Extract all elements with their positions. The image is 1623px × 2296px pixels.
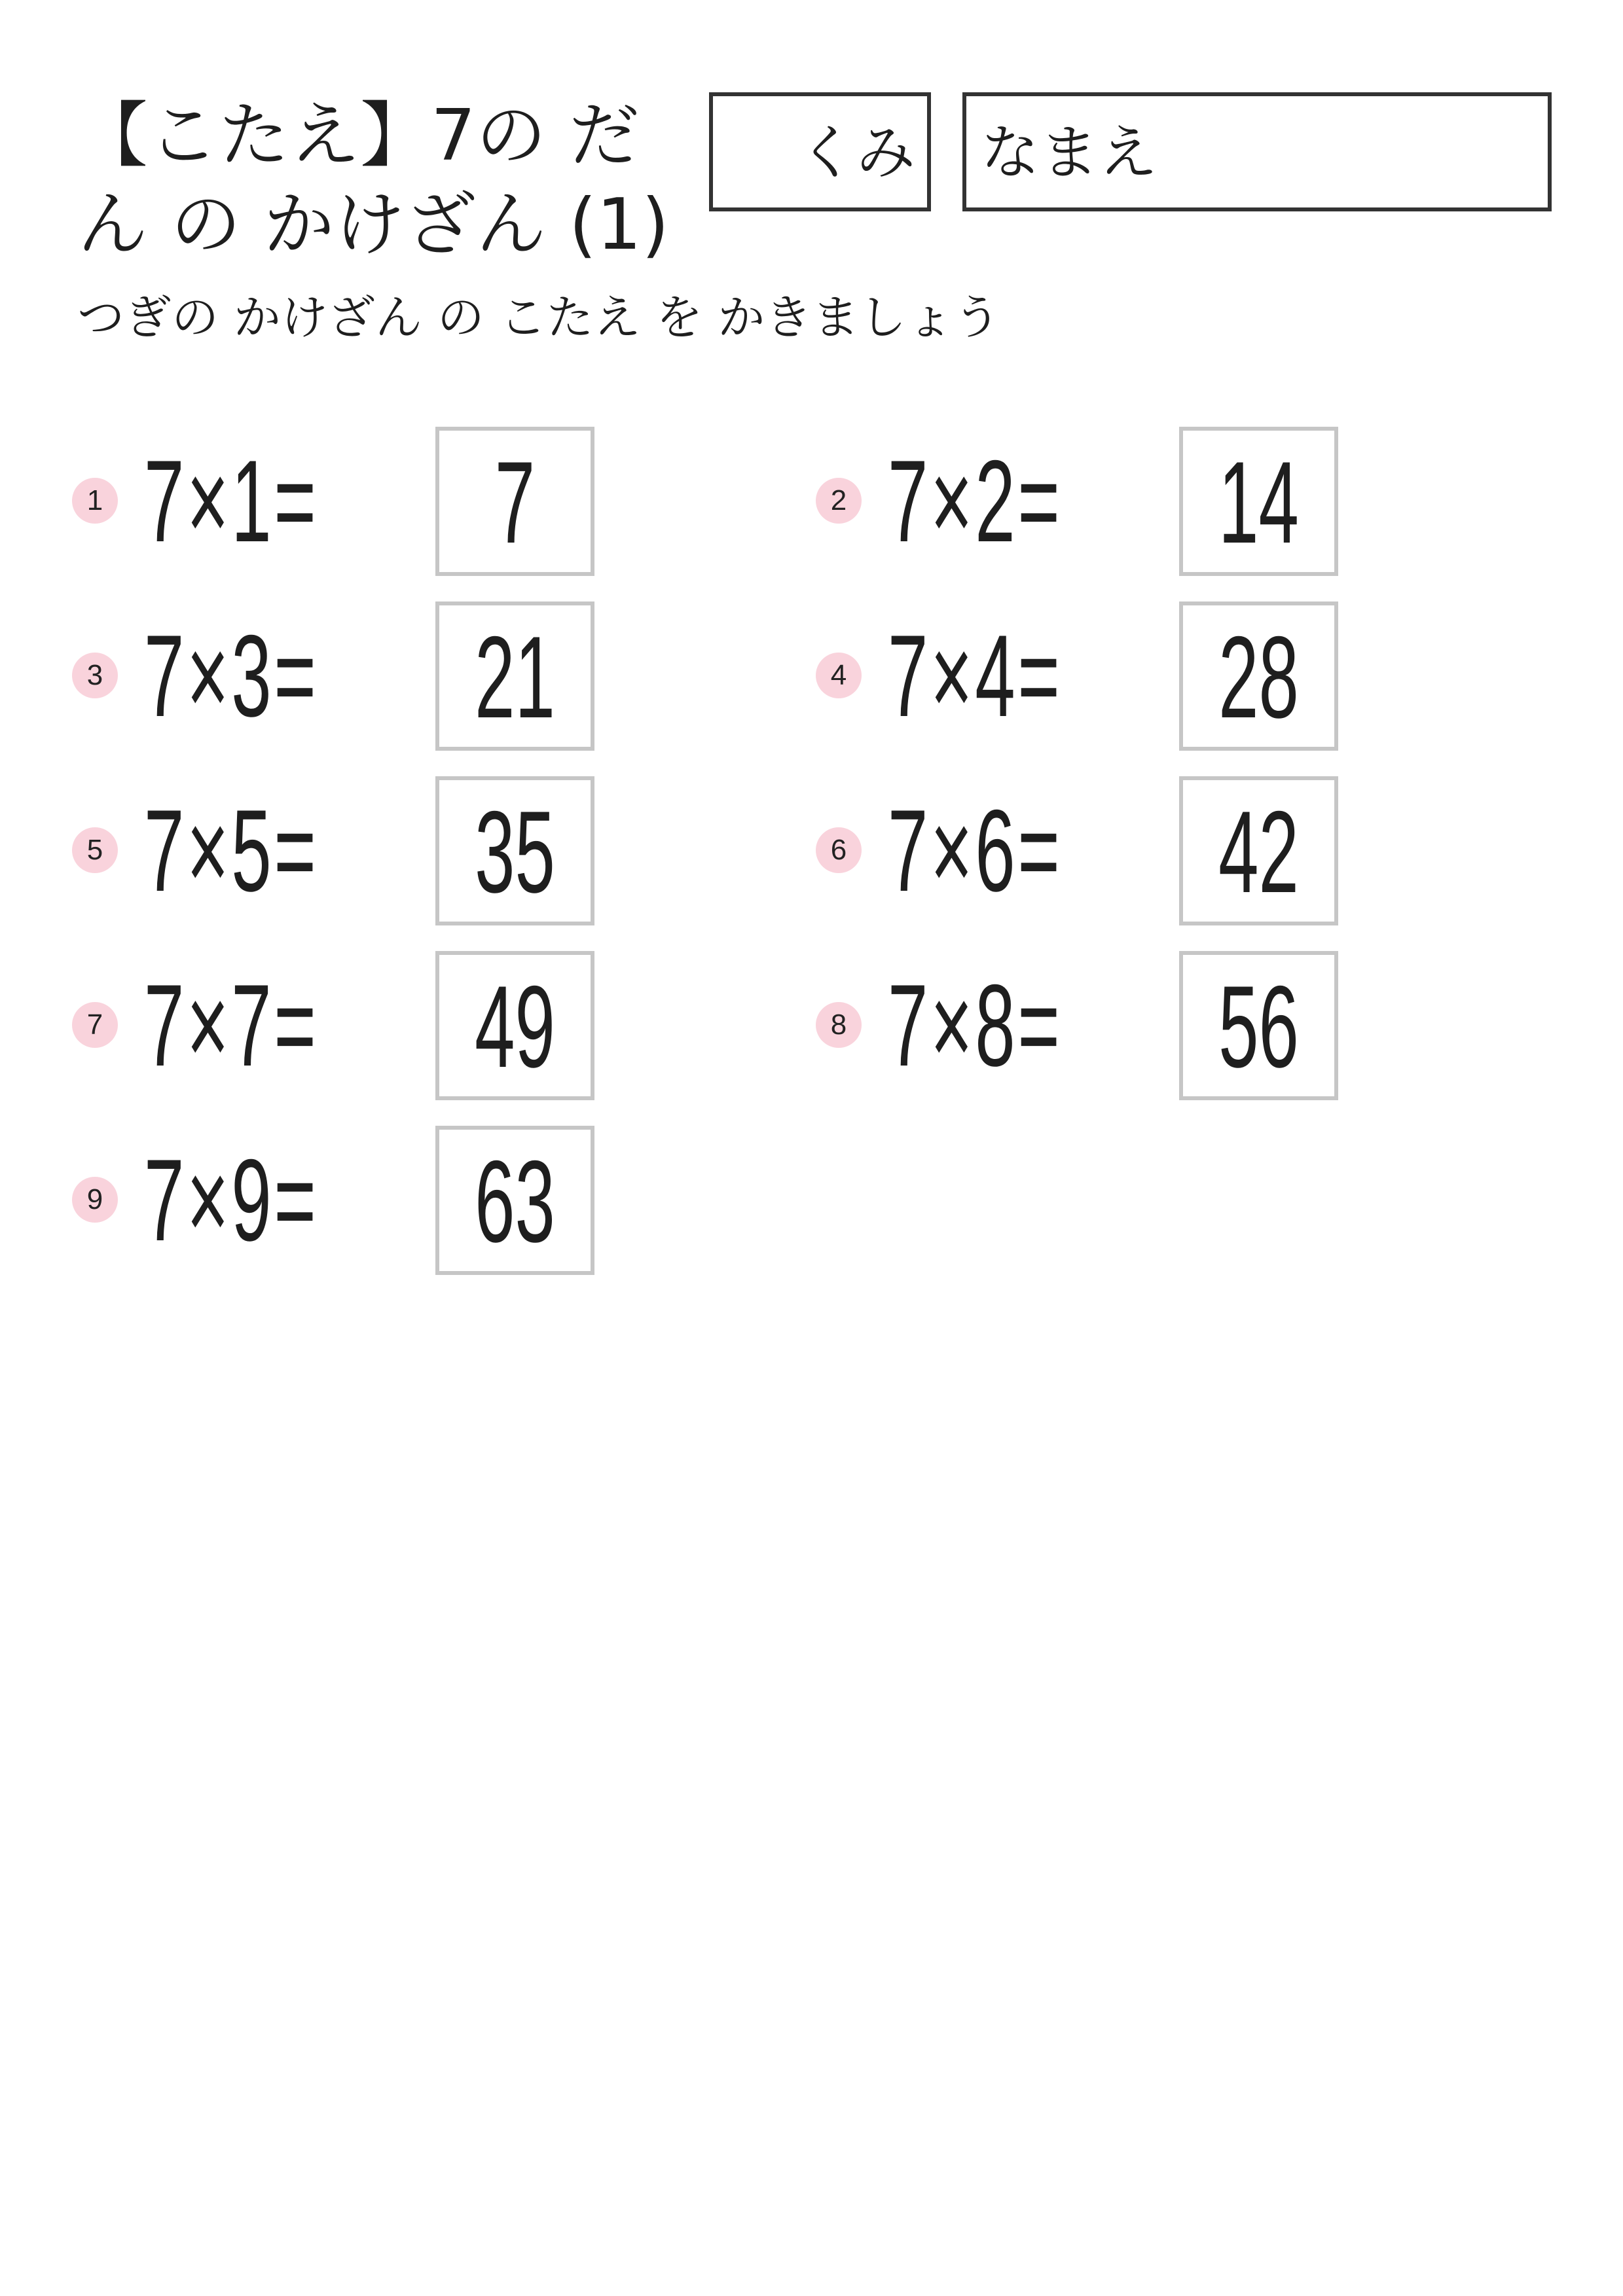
worksheet-title: 【こたえ】7の だん の かけざん (1) — [77, 95, 669, 266]
problem-item — [72, 776, 661, 925]
name-field[interactable] — [962, 92, 1552, 211]
answer-value: 56 — [1218, 961, 1299, 1092]
problem-item — [72, 601, 661, 751]
problem-expression: 7×7= — [144, 960, 319, 1090]
problem-item — [816, 601, 1405, 751]
problem-expression: 7×6= — [888, 785, 1063, 916]
problem-number-badge: 6 — [816, 827, 862, 873]
class-field[interactable] — [709, 92, 931, 211]
answer-value: 35 — [475, 787, 555, 917]
problem-item — [72, 1126, 661, 1275]
answer-value: 21 — [475, 612, 555, 742]
answer-box[interactable] — [435, 1126, 594, 1275]
name-label: なまえ — [981, 118, 1158, 187]
answer-value: 28 — [1218, 612, 1299, 742]
problem-expression: 7×5= — [144, 785, 319, 916]
problem-expression: 7×9= — [144, 1135, 319, 1265]
answer-box[interactable] — [435, 776, 594, 925]
problem-item — [816, 951, 1405, 1100]
problem-expression: 7×3= — [144, 611, 319, 741]
answer-box[interactable] — [1179, 776, 1338, 925]
answer-box[interactable] — [435, 427, 594, 576]
answer-box[interactable] — [435, 951, 594, 1100]
instruction-text: つぎの かけざん の こたえ を かきましょう — [77, 290, 1001, 345]
problem-number-badge: 9 — [72, 1177, 118, 1223]
problem-expression: 7×2= — [888, 436, 1063, 566]
answer-value: 7 — [494, 437, 536, 567]
class-label: くみ — [797, 118, 915, 187]
problem-item — [816, 776, 1405, 925]
answer-box[interactable] — [1179, 601, 1338, 751]
problem-number-badge: 2 — [816, 478, 862, 524]
problem-expression: 7×8= — [888, 960, 1063, 1090]
problem-number-badge: 8 — [816, 1002, 862, 1048]
problem-item — [72, 427, 661, 576]
answer-box[interactable] — [1179, 951, 1338, 1100]
answer-box[interactable] — [435, 601, 594, 751]
answer-box[interactable] — [1179, 427, 1338, 576]
problem-item — [816, 427, 1405, 576]
answer-value: 49 — [475, 961, 555, 1092]
problem-number-badge: 5 — [72, 827, 118, 873]
answer-value: 42 — [1218, 787, 1299, 917]
problem-number-badge: 1 — [72, 478, 118, 524]
problem-expression: 7×4= — [888, 611, 1063, 741]
problem-number-badge: 7 — [72, 1002, 118, 1048]
problem-expression: 7×1= — [144, 436, 319, 566]
problem-number-badge: 4 — [816, 653, 862, 698]
problem-item — [72, 951, 661, 1100]
answer-value: 14 — [1218, 437, 1299, 567]
problem-number-badge: 3 — [72, 653, 118, 698]
answer-value: 63 — [475, 1136, 555, 1266]
